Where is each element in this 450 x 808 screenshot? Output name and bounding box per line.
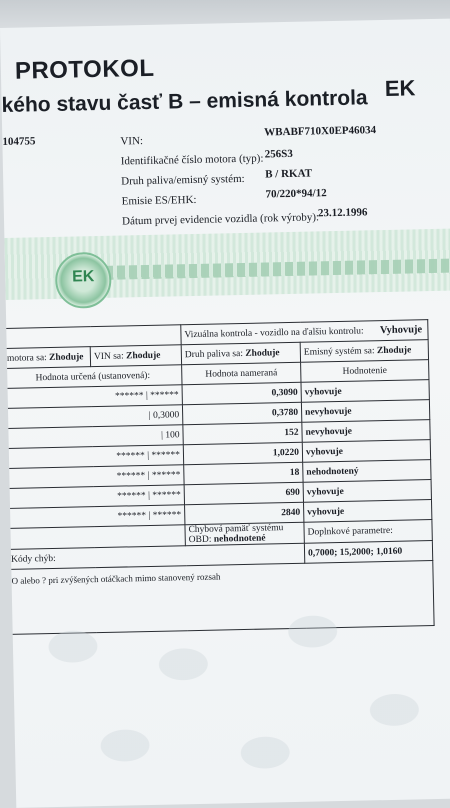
document-subtitle: kého stavu časť B – emisná kontrola	[1, 86, 368, 117]
match-fuel: Druh paliva sa: Zhoduje	[181, 342, 300, 364]
header-measured: Hodnota nameraná	[182, 362, 301, 384]
protocol-document	[0, 19, 450, 808]
emission-label: Emisie ES/EHK:	[121, 193, 197, 208]
match-emission-system: Emisný systém sa: Zhoduje	[300, 340, 428, 363]
match-engine: motora sa: Zhoduje	[3, 347, 90, 369]
obd-cell	[185, 522, 304, 545]
match-vin: VIN sa: Zhoduje	[90, 345, 181, 367]
ek-seal	[55, 252, 112, 309]
registration-date-value: 23.12.1996	[317, 206, 368, 220]
table-row: | 100 152 nevyhovuje	[5, 420, 430, 449]
fuel-value: B / RKAT	[265, 167, 313, 181]
footnote: O alebo ? pri zvýšených otáčkach mimo stanovený rozsah	[11, 571, 221, 586]
table-row: ****** | ****** 690 vyhovuje	[6, 480, 431, 509]
fuel-label: Druh paliva/emisný systém:	[121, 172, 245, 188]
table-row: ****** | ****** 0,3090 vyhovuje	[4, 380, 429, 409]
engine-value: 256S3	[264, 147, 293, 161]
header-determined: Hodnota určená (ustanovená):	[4, 365, 182, 389]
header-rating: Hodnotenie	[301, 360, 429, 383]
obd-value: nehodnotené	[213, 533, 266, 545]
table-row: ****** | ****** 18 nehodnotený	[6, 460, 431, 489]
visual-check-label: Vizuálna kontrola - vozidlo na ďalšiu kontrolu:	[184, 326, 364, 341]
visual-check-value: Vyhovuje	[379, 324, 423, 337]
extra-params-label: Doplnkové parametre:	[304, 520, 432, 544]
table-row: | 0,3000 0,3780 nevyhovuje	[4, 400, 429, 429]
extra-params-value: 0,7000; 15,2000; 1,0160	[304, 541, 432, 564]
ek-seal-text: EK	[71, 268, 95, 286]
engine-label: Identifikačné číslo motora (typ):	[120, 152, 264, 168]
table-row: ****** | ****** 1,0220 vyhovuje	[5, 440, 430, 469]
protocol-number: 104755	[2, 135, 36, 148]
table-row: ****** | ****** 2840 vyhovuje	[7, 500, 432, 529]
measurement-table	[2, 319, 434, 635]
vin-value: WBABF710X0EP46034	[264, 124, 377, 139]
document-title: PROTOKOL	[14, 54, 155, 85]
error-codes-label: Kódy chýb:	[7, 543, 304, 569]
ek-code: EK	[384, 75, 416, 101]
watermark-pattern	[12, 598, 450, 807]
vin-label: VIN:	[120, 135, 144, 148]
registration-date-label: Dátum prvej evidencie vozidla (rok výroby):	[121, 211, 320, 228]
emission-value: 70/220*94/12	[265, 187, 327, 201]
obd-label: Chybová pamäť systému OBD:	[188, 523, 284, 546]
